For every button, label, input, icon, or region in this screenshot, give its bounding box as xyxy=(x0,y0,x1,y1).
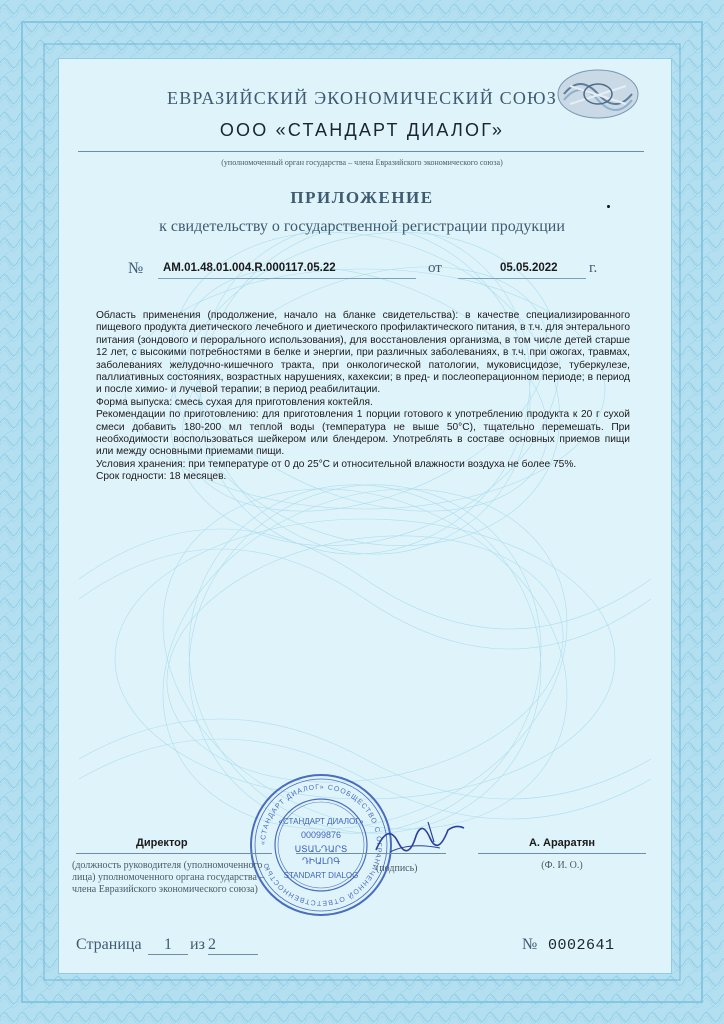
organization-name: ООО «СТАНДАРТ ДИАЛОГ» xyxy=(219,120,505,140)
handwritten-signature xyxy=(370,812,470,862)
serial-number: 0002641 xyxy=(548,937,615,954)
serial-sign: № xyxy=(522,936,538,953)
stamp-center-code: 00099876 xyxy=(300,830,342,840)
position-underline xyxy=(76,853,272,854)
position-value: Директор xyxy=(136,837,188,849)
page-number-underline xyxy=(148,954,188,955)
signature-underline xyxy=(296,853,446,854)
year-suffix: г. xyxy=(589,260,598,276)
from-label: от xyxy=(428,260,442,276)
registration-number: AM.01.48.01.004.R.000117.05.22 xyxy=(163,262,336,274)
release-form-paragraph: Форма выпуска: смесь сухая для приготовления коктейля. xyxy=(96,396,373,408)
stamp-center-line2: ԴԻԱԼՈԳ xyxy=(301,856,341,866)
position-note: (должность руководителя (уполномоченного лица) уполномоченного органа государства – члена Евразийского экономического союза) xyxy=(72,860,265,895)
appendix-title: ПРИЛОЖЕНИЕ xyxy=(290,188,434,207)
registration-date: 05.05.2022 xyxy=(500,262,558,274)
name-underline xyxy=(478,853,646,854)
number-sign: № xyxy=(128,260,144,277)
page-of-label: из xyxy=(190,936,205,953)
page-label: Страница xyxy=(76,936,142,953)
stamp-outer-text: «СТАНДАРТ ДИАЛОГ» СООБЩЕСТВО С ОГРАНИЧЕННОЙ ОТВЕТСТВЕННОСТЬЮ xyxy=(259,783,383,907)
header-divider xyxy=(78,151,644,152)
stamp-center-top: «СТАНДАРТ ДИАЛОГ» xyxy=(278,817,364,826)
shelf-life-paragraph: Срок годности: 18 месяцев. xyxy=(96,471,227,483)
stamp-center-line1: ՍՏԱՆԴԱՐՏ xyxy=(294,844,348,854)
page-total: 2 xyxy=(208,936,216,953)
name-note: (Ф. И. О.) xyxy=(541,860,583,871)
preparation-paragraph: Рекомендации по приготовлению: для приготовления 1 порции готового к употреблению продукта к 20 г сухой смеси добавить 180-200 мл теплой воды (температура не выше 50°C), тщательно перемешать. При необходимости воспользоваться шейкером или блендером. Употреблять в составе основных приемов пищи или между основными приемами пищи. xyxy=(96,409,630,458)
appendix-subtitle: к свидетельству о государственной регистрации продукции xyxy=(159,218,565,235)
date-underline xyxy=(458,278,586,279)
stamp-center-bottom: STANDART DIALOG xyxy=(283,871,359,880)
ink-dot xyxy=(607,205,610,208)
signature-note: (подпись) xyxy=(376,863,418,874)
appendix-body xyxy=(96,310,630,484)
page-total-underline xyxy=(208,954,258,955)
storage-paragraph: Условия хранения: при температуре от 0 до 25°C и относительной влажности воздуха не более 75%. xyxy=(96,458,577,470)
organization-note: (уполномоченный орган государства – члена Евразийского экономического союза) xyxy=(221,158,503,167)
number-underline xyxy=(158,278,416,279)
scope-paragraph: Область применения (продолжение, начало на бланке свидетельства): в качестве специализированного пищевого продукта диетического лечебного и диетического профилактического питания, в т.ч. для энтерального питания (зондового и перорального использования), для восстановления организма, в том числе детей старше 12 лет, с высокими потребностями в белке и энергии, при различных заболеваниях, в т.ч. при ожогах, травмах, заболеваниях желудочно-кишечного тракта, при онкологической патологии, муковисцидозе, туберкулезе, паллиативных состояниях, возрастных нарушениях, кахексии; в пред- и послеоперационном периоде; в период и после химио- и лучевой терапии; в период реабилитации. xyxy=(96,310,630,396)
union-title: ЕВРАЗИЙСКИЙ ЭКОНОМИЧЕСКИЙ СОЮЗ xyxy=(167,88,557,108)
signer-name: А. Араратян xyxy=(528,837,596,849)
page-number: 1 xyxy=(164,936,172,953)
